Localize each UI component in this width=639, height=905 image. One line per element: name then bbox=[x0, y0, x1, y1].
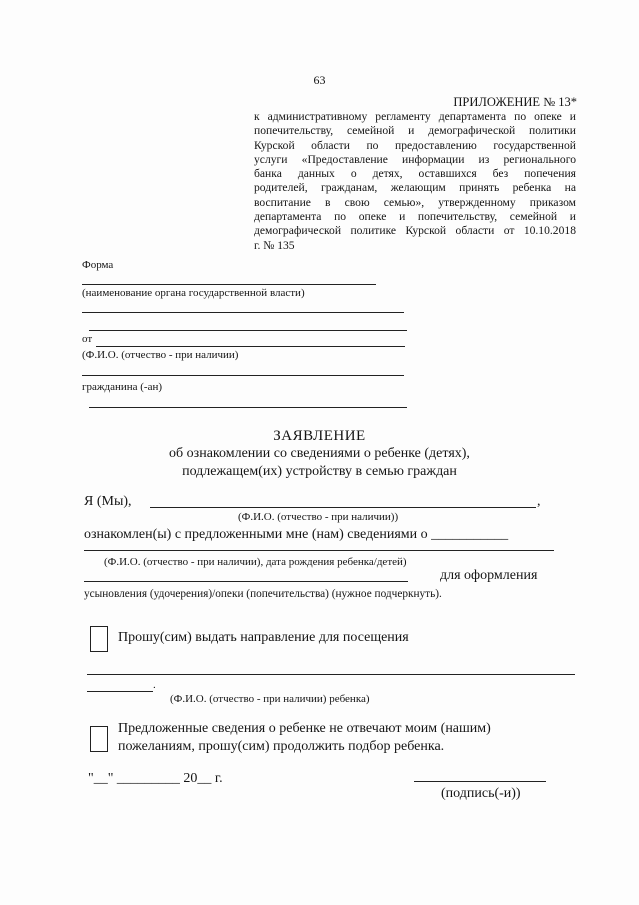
applicant-name-line[interactable] bbox=[96, 346, 405, 347]
i-we-label: Я (Мы), bbox=[84, 494, 132, 509]
regulation-line: демографической политике Курской области от 10.10.2018 bbox=[254, 224, 576, 238]
acquainted-text: ознакомлен(ы) с предложенными мне (нам) сведениями о ___________ bbox=[84, 527, 509, 542]
child-info-field-2[interactable] bbox=[84, 581, 408, 582]
applicants-name-field[interactable] bbox=[150, 507, 536, 508]
statement-title: ЗАЯВЛЕНИЕ bbox=[273, 428, 366, 444]
regulation-line: к административному регламенту департамента по опеке и bbox=[254, 110, 576, 123]
regulation-line: попечительству, семейной и демографической политики bbox=[254, 124, 576, 138]
applicant-name-line-2[interactable] bbox=[82, 375, 404, 376]
citizen-label: гражданина (-ан) bbox=[82, 381, 163, 393]
authority-caption: (наименование органа государственной власти) bbox=[82, 287, 305, 299]
i-we-comma: , bbox=[537, 494, 541, 509]
continue-selection-line1: Предложенные сведения о ребенке не отвечают моим (нашим) bbox=[118, 721, 491, 736]
from-label: от bbox=[82, 333, 93, 345]
continue-selection-checkbox[interactable] bbox=[90, 726, 108, 752]
regulation-line: воспитание в свою семью», утвержденному приказом bbox=[254, 195, 576, 209]
authority-name-line-2[interactable] bbox=[82, 312, 404, 313]
name-caption: (Ф.И.О. (отчество - при наличии)) bbox=[238, 511, 399, 523]
regulation-line: департамента по опеке и попечительству, семейной и bbox=[254, 210, 576, 224]
adoption-text: усыновления (удочерения)/опеки (попечительства) (нужное подчеркнуть). bbox=[84, 588, 442, 600]
appendix-title: ПРИЛОЖЕНИЕ № 13* bbox=[453, 95, 577, 109]
child-name-period: . bbox=[153, 679, 156, 691]
signature-caption: (подпись(-и)) bbox=[441, 786, 521, 801]
regulation-line: г. № 135 bbox=[254, 238, 295, 252]
regulation-reference bbox=[254, 110, 576, 253]
continue-selection-line2: пожеланиям, прошу(сим) продолжить подбор ребенка. bbox=[118, 739, 445, 754]
child-caption: (Ф.И.О. (отчество - при наличии), дата рождения ребенка/детей) bbox=[104, 556, 407, 568]
signature-line[interactable] bbox=[414, 781, 546, 782]
child-name-field-2[interactable] bbox=[87, 691, 153, 692]
child-name-caption: (Ф.И.О. (отчество - при наличии) ребенка) bbox=[170, 693, 370, 705]
regulation-line: банка данных о детях, оставшихся без попечения bbox=[254, 167, 576, 181]
date-field[interactable]: "__" _________ 20__ г. bbox=[88, 771, 223, 786]
applicant-caption: (Ф.И.О. (отчество - при наличии) bbox=[82, 349, 239, 361]
form-label: Форма bbox=[82, 259, 114, 271]
request-referral-checkbox[interactable] bbox=[90, 626, 108, 652]
regulation-line: услуги «Предоставление информации из регионального bbox=[254, 152, 576, 166]
citizen-line[interactable] bbox=[89, 407, 407, 408]
child-info-field[interactable] bbox=[84, 550, 554, 551]
regulation-line: родителей, гражданам, желающим принять ребенка на bbox=[254, 181, 576, 195]
for-registration-text: для оформления bbox=[440, 568, 538, 583]
authority-name-line-3[interactable] bbox=[89, 330, 407, 331]
child-name-field[interactable] bbox=[87, 674, 575, 675]
request-referral-label: Прошу(сим) выдать направление для посещения bbox=[118, 630, 409, 645]
authority-name-line[interactable] bbox=[82, 284, 376, 285]
regulation-line: Курской области по предоставлению государственной bbox=[254, 138, 576, 152]
statement-subtitle-line2: подлежащем(их) устройству в семью граждан bbox=[182, 464, 457, 479]
page-number: 63 bbox=[313, 73, 326, 87]
statement-subtitle-line1: об ознакомлении со сведениями о ребенке (детях), bbox=[169, 446, 470, 461]
